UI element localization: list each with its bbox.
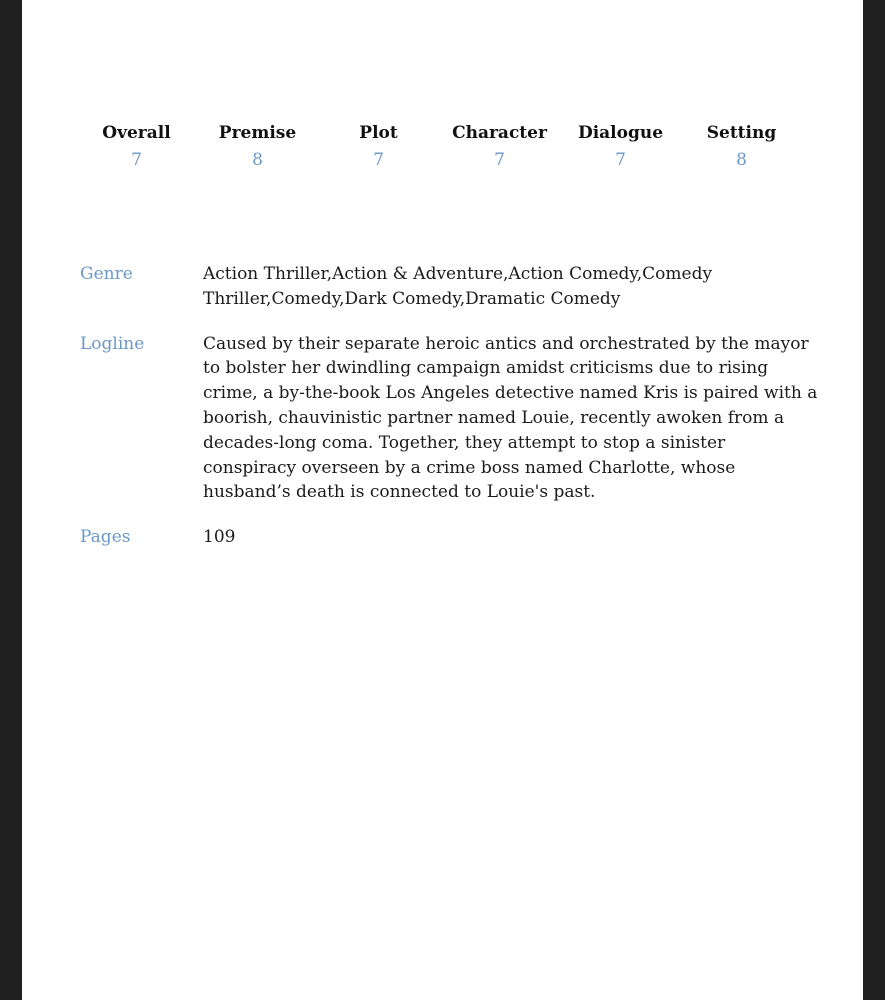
pages-row xyxy=(80,525,820,550)
score-overall xyxy=(76,120,197,174)
score-value: 7 xyxy=(615,150,626,170)
score-label: Premise xyxy=(218,123,297,143)
score-label: Character xyxy=(452,123,547,143)
pages-label: Pages xyxy=(80,527,131,548)
score-label: Dialogue xyxy=(577,123,664,143)
score-plot xyxy=(318,120,439,174)
score-value: 7 xyxy=(373,150,384,170)
score-value: 8 xyxy=(736,150,747,170)
genre-label: Genre xyxy=(80,264,133,284)
logline-row xyxy=(80,332,820,506)
score-label: Setting xyxy=(706,123,777,143)
score-value: 7 xyxy=(131,150,142,170)
details-list xyxy=(80,262,820,570)
score-value: 7 xyxy=(494,150,505,170)
score-premise xyxy=(197,120,318,174)
pages-value: 109 xyxy=(203,527,236,548)
score-dialogue xyxy=(560,120,681,174)
genre-value: Action Thriller,Action & Adventure,Action Comedy,Comedy Thriller,Comedy,Dark Comedy,Dramatic Comedy xyxy=(203,264,713,309)
document-page xyxy=(22,0,863,1000)
score-setting xyxy=(681,120,802,174)
score-character xyxy=(439,120,560,174)
score-label: Plot xyxy=(359,123,398,143)
genre-row xyxy=(80,262,820,312)
score-bar xyxy=(76,120,802,174)
score-label: Overall xyxy=(102,123,171,143)
logline-value: Caused by their separate heroic antics and orchestrated by the mayor to bolster her dwindling campaign amidst criticisms due to rising crime, a by-the-book Los Angeles detective named Kris is paired with a boorish, chauvinistic partner named Louie, recently awoken from a decades-long coma. Together, they attempt to stop a sinister conspiracy overseen by a crime boss named Charlotte, whose husband’s death is connected to Louie's past. xyxy=(203,333,818,503)
score-value: 8 xyxy=(252,150,263,170)
logline-label: Logline xyxy=(80,333,145,354)
